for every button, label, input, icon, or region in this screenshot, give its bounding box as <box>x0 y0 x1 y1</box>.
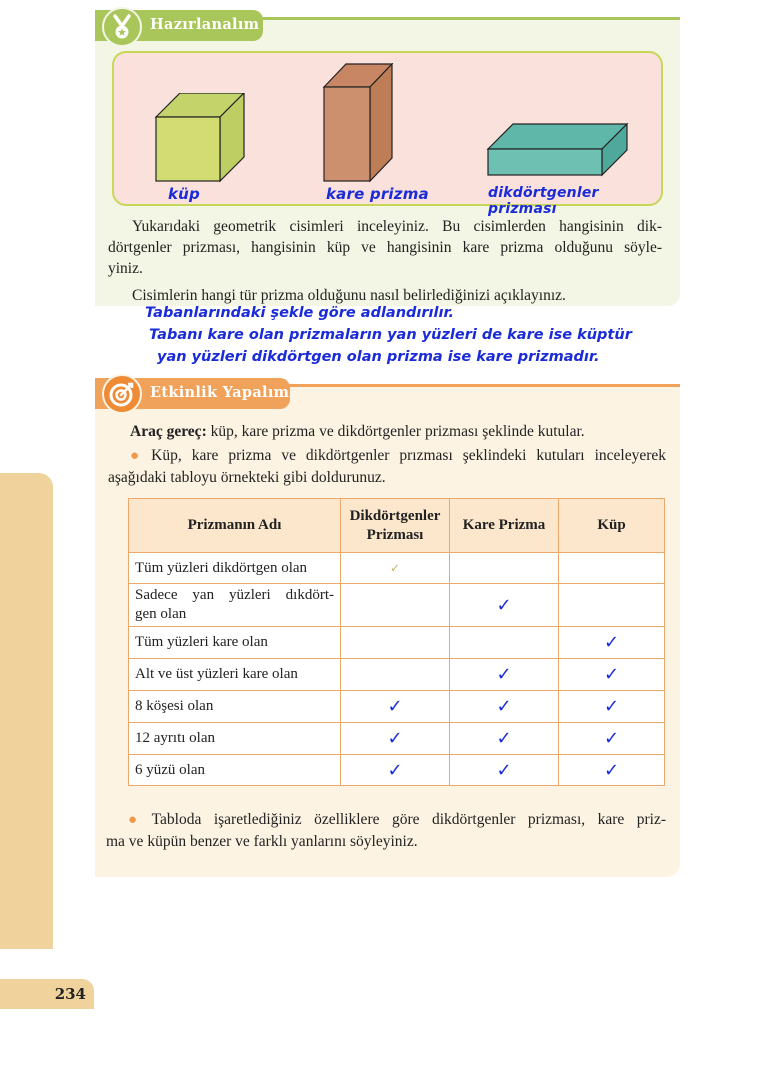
table-row <box>129 584 665 627</box>
bullet-icon: ● <box>128 812 146 828</box>
activity-title: Etkinlik Yapalım <box>150 384 290 401</box>
final-question <box>106 809 666 852</box>
table-row <box>129 553 665 584</box>
header-line: Prizması <box>366 526 424 543</box>
checkbox-cell-rectangular-prism[interactable] <box>341 627 450 659</box>
checkbox-cell-cube[interactable] <box>559 755 665 786</box>
rectangular-prism-label: dikdörtgenler prizması <box>488 185 599 217</box>
property-cell <box>129 584 341 627</box>
bullet-icon: ● <box>130 448 146 464</box>
check-icon: ✓ <box>387 696 403 717</box>
table-row <box>129 659 665 691</box>
paragraph-line: dörtgenler prizması, hangisinin küp ve hangisinin kare prizma olduğunu söyle- <box>108 239 662 256</box>
check-icon: ✓ <box>387 728 403 749</box>
final-question-line <box>106 809 666 831</box>
table-row <box>129 755 665 786</box>
checkbox-cell-square-prism[interactable] <box>450 755 559 786</box>
instruction-line-text: Küp, kare prizma ve dikdörtgenler prızması şeklindeki kutuları inceleyerek <box>151 447 666 464</box>
checkbox-cell-cube[interactable] <box>559 691 665 723</box>
materials-text: küp, kare prizma ve dikdörtgenler prizması şeklinde kutular. <box>206 423 585 440</box>
table-row <box>129 723 665 755</box>
header-line: Dikdörtgenler <box>349 507 441 524</box>
checkbox-cell-cube[interactable] <box>559 553 665 584</box>
header-square-prism: Kare Prizma <box>450 499 559 553</box>
check-icon: ✓ <box>389 561 401 575</box>
property-cell: Alt ve üst yüzleri kare olan <box>129 659 341 691</box>
preparation-paragraph-2: Cisimlerin hangi tür prizma olduğunu nasıl belirlediğinizi açıklayınız. <box>132 287 566 304</box>
checkbox-cell-rectangular-prism[interactable] <box>341 723 450 755</box>
prism-properties-table <box>128 498 665 786</box>
paragraph-line: Yukarıdaki geometrik cisimleri inceleyiniz. Bu cisimlerden hangisinin dik- <box>132 218 662 235</box>
check-icon: ✓ <box>387 759 403 781</box>
table-row <box>129 691 665 723</box>
materials-line <box>130 421 670 442</box>
check-icon: ✓ <box>603 632 620 653</box>
checkbox-cell-square-prism[interactable] <box>450 627 559 659</box>
instruction-line: aşağıdaki tabloyu örnekteki gibi doldurunuz. <box>108 469 386 486</box>
check-icon: ✓ <box>496 664 512 685</box>
checkbox-cell-cube[interactable] <box>559 584 665 627</box>
square-prism-shape <box>322 63 402 198</box>
paragraph-line: yiniz. <box>108 260 143 277</box>
check-icon: ✓ <box>603 759 620 781</box>
property-cell: Tüm yüzleri dikdörtgen olan <box>129 553 341 584</box>
check-icon: ✓ <box>496 759 512 781</box>
square-prism-label: kare prizma <box>326 185 429 203</box>
property-cell: Tüm yüzleri kare olan <box>129 627 341 659</box>
checkbox-cell-rectangular-prism[interactable] <box>341 755 450 786</box>
checkbox-cell-square-prism[interactable] <box>450 584 559 627</box>
answer-line: yan yüzleri dikdörtgen olan prizma ise kare prizmadır. <box>157 349 600 365</box>
checkbox-cell-rectangular-prism[interactable] <box>341 584 450 627</box>
cube-label: küp <box>168 185 200 203</box>
checkbox-cell-square-prism[interactable] <box>450 723 559 755</box>
table-header-row <box>129 499 665 553</box>
checkbox-cell-rectangular-prism[interactable] <box>341 553 450 584</box>
rectangular-prism-shape <box>486 123 631 183</box>
answer-line: Tabanı kare olan prizmaların yan yüzleri de kare ise küptür <box>149 327 632 343</box>
property-line: gen olan <box>135 606 187 622</box>
final-question-line-text: Tabloda işaretlediğiniz özelliklere göre dikdörtgenler prizması, kare priz- <box>151 811 666 828</box>
answer-line: Tabanlarındaki şekle göre adlandırılır. <box>145 305 455 321</box>
preparation-title: Hazırlanalım <box>150 16 260 33</box>
checkbox-cell-cube[interactable] <box>559 723 665 755</box>
check-icon: ✓ <box>603 664 620 685</box>
medal-icon <box>102 7 142 47</box>
final-question-line: ma ve küpün benzer ve farklı yanlarını söyleyiniz. <box>106 833 418 850</box>
page-side-strip <box>0 473 53 949</box>
preparation-paragraph-1 <box>108 216 662 279</box>
materials-label: Araç gereç: <box>130 423 207 440</box>
check-icon: ✓ <box>603 696 620 717</box>
checkbox-cell-square-prism[interactable] <box>450 553 559 584</box>
checkbox-cell-cube[interactable] <box>559 627 665 659</box>
shapes-illustration-box <box>112 51 663 217</box>
checkbox-cell-square-prism[interactable] <box>450 691 559 723</box>
page-number-tab <box>0 979 94 1009</box>
table-row <box>129 627 665 659</box>
property-cell: 8 köşesi olan <box>129 691 341 723</box>
header-cube: Küp <box>559 499 665 553</box>
instruction-line <box>108 445 666 467</box>
target-icon <box>102 374 142 414</box>
check-icon: ✓ <box>496 594 512 616</box>
check-icon: ✓ <box>496 728 512 749</box>
check-icon: ✓ <box>496 696 512 717</box>
property-line: Sadece yan yüzleri dıkdört- <box>135 587 334 603</box>
instruction-text <box>108 445 666 488</box>
checkbox-cell-rectangular-prism[interactable] <box>341 691 450 723</box>
check-icon: ✓ <box>603 728 620 749</box>
checkbox-cell-cube[interactable] <box>559 659 665 691</box>
checkbox-cell-rectangular-prism[interactable] <box>341 659 450 691</box>
page-number: 234 <box>54 985 86 1003</box>
property-cell: 12 ayrıtı olan <box>129 723 341 755</box>
checkbox-cell-square-prism[interactable] <box>450 659 559 691</box>
header-prism-name: Prizmanın Adı <box>129 499 341 553</box>
cube-shape <box>154 93 254 198</box>
handwritten-answer <box>145 302 665 368</box>
property-cell: 6 yüzü olan <box>129 755 341 786</box>
header-rectangular-prism <box>341 499 450 553</box>
